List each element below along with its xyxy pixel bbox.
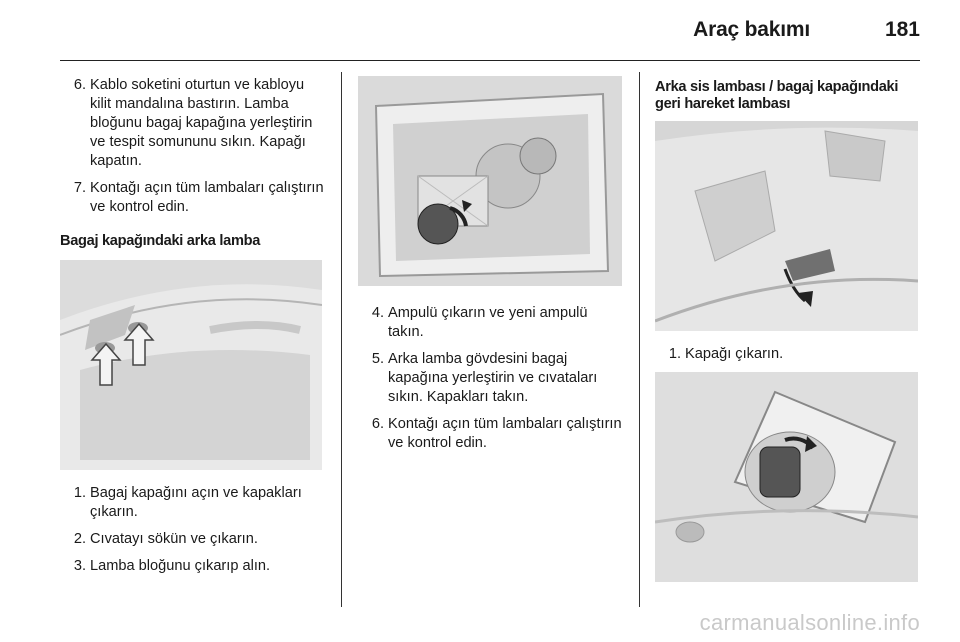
bulb-socket-illustration <box>655 372 918 582</box>
page-title: Araç bakımı <box>693 18 810 41</box>
column-1 <box>60 76 328 584</box>
column-divider <box>341 72 342 607</box>
page-number: 181 <box>884 18 920 41</box>
column-3 <box>655 76 920 582</box>
list-item: 1. Kapağı çıkarın. <box>668 346 784 362</box>
header-divider <box>60 60 920 61</box>
list-item: 5. Arka lamba gövdesini bagaj kapağına yerleştirin ve cıvataları sıkın. Kapakları takın. <box>371 351 598 405</box>
list-item: 6. Kontağı açın tüm lambaları çalıştırın ve kontrol edin. <box>371 416 622 451</box>
watermark: carmanualsonline.info <box>699 610 920 635</box>
list-item: 4. Ampulü çıkarın ve yeni ampulü takın. <box>371 305 588 340</box>
section-heading: Arka sis lambası / bagaj kapağındaki geri hareket lambası <box>655 79 899 112</box>
tailgate-interior-illustration <box>60 260 322 470</box>
list-item: 1. Bagaj kapağını açın ve kapakları çıkarın. <box>73 485 302 520</box>
tailgate-cover-illustration <box>655 121 918 331</box>
section-heading: Bagaj kapağındaki arka lamba <box>60 233 261 249</box>
column-2 <box>358 76 624 461</box>
column-divider <box>639 72 640 607</box>
list-item: 7. Kontağı açın tüm lambaları çalıştırın ve kontrol edin. <box>73 180 324 215</box>
list-item: 2. Cıvatayı sökün ve çıkarın. <box>73 531 258 547</box>
list-item: 6. Kablo soketini oturtun ve kabloyu kilit mandalına bastırın. Lamba bloğunu bagaj kapağına yerleştirin ve tespit somununu sıkın. Kapağı kapatın. <box>73 77 313 169</box>
lamp-housing-illustration <box>358 76 622 286</box>
list-item: 3. Lamba bloğunu çıkarıp alın. <box>73 558 271 574</box>
